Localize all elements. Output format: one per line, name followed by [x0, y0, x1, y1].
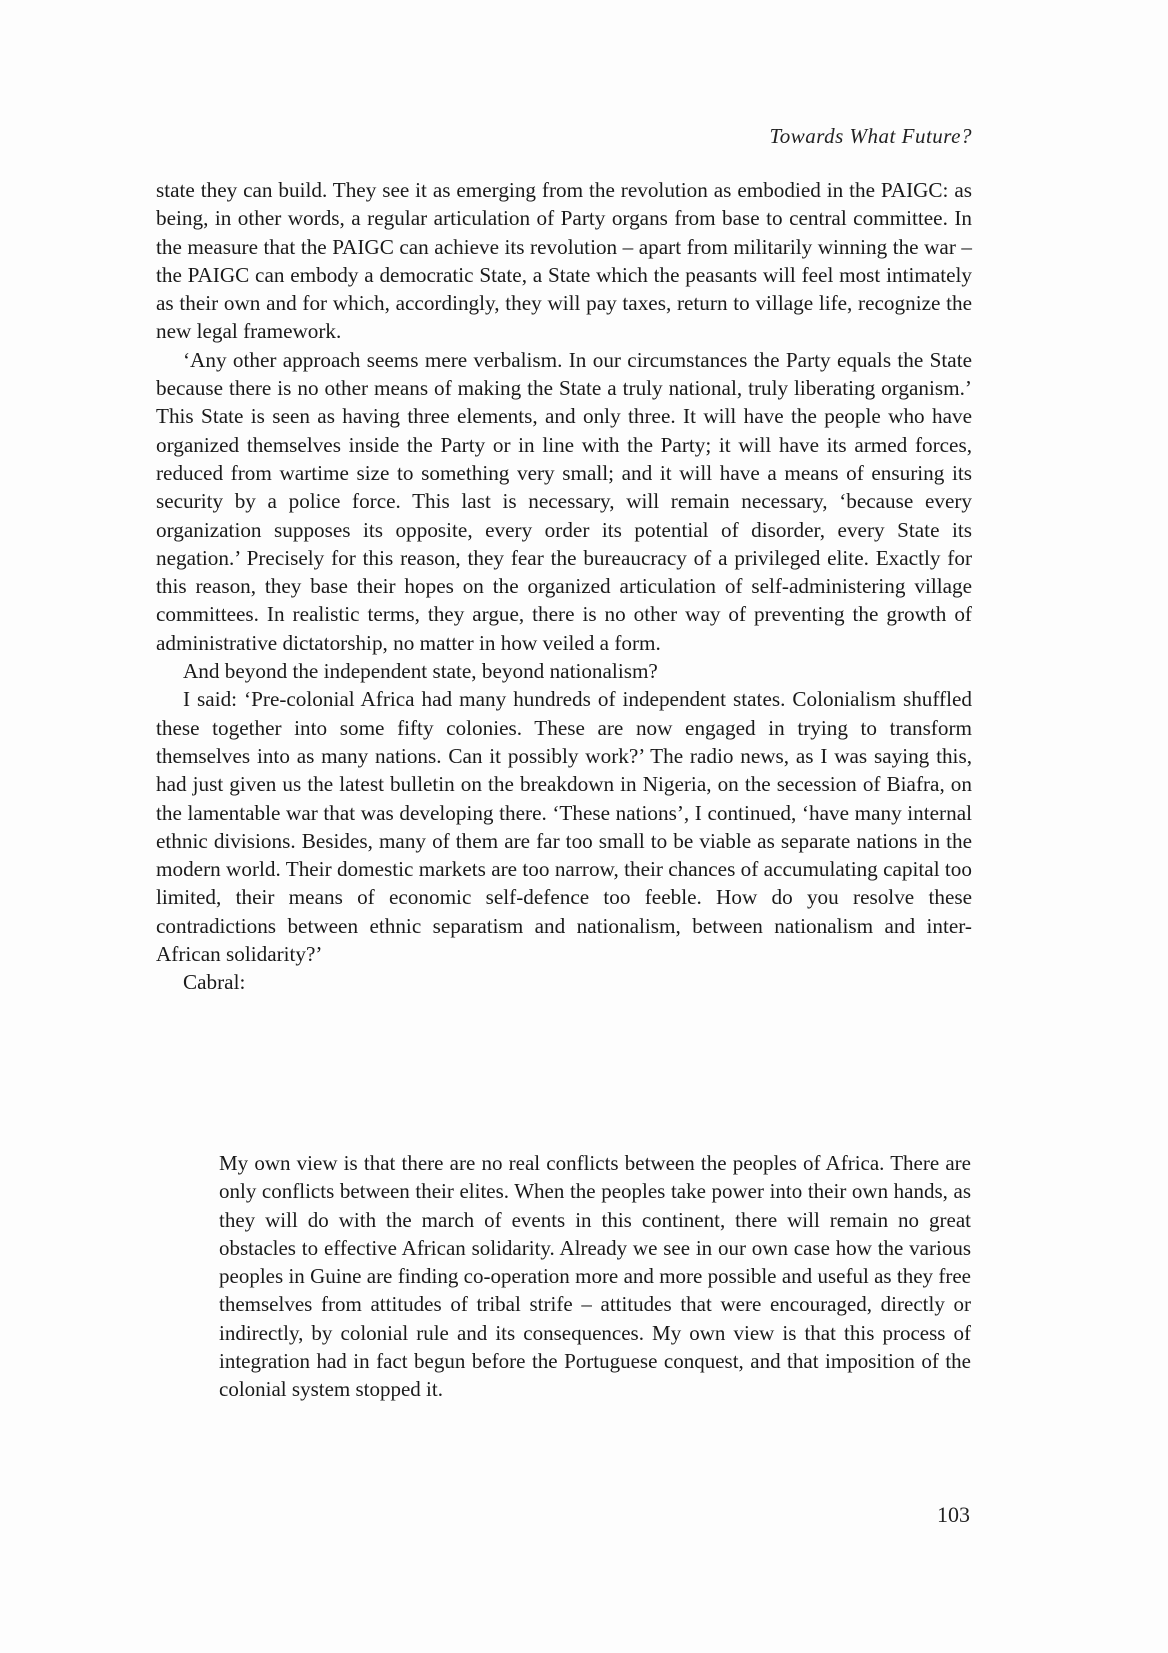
paragraph-4: I said: ‘Pre-colonial Africa had many hundreds of independent states. Colonialism shuffled these together into some fifty colonies. These are now engaged in trying to transform themselves into as many nations. Can it possibly work?’ The radio news, as I was saying this, had just given us the latest bulletin on the breakdown in Nigeria, on the secession of Biafra, on the lamentable war that was developing there. ‘These nations’, I continued, ‘have many internal ethnic divisions. Besides, many of them are far too small to be viable as separate nations in the modern world. Their domestic markets are too narrow, their chances of accumulating capital too limited, their means of economic self-defence too feeble. How do you resolve these contradictions between ethnic separatism and nationalism, between nationalism and inter-African solidarity?’ — [156, 687, 972, 967]
body-text — [156, 176, 972, 997]
block-quote: My own view is that there are no real conflicts between the peoples of Africa. There are only conflicts between their elites. When the peoples take power into their own hands, as they will do with the march of events in this continent, there will remain no great obstacles to effective African solidarity. Already we see in our own case how the various peoples in Guine are finding co-operation more and more possible and useful as they free themselves from attitudes of tribal strife – attitudes that were encouraged, directly or indirectly, by colonial rule and its consequences. My own view is that this process of integration had in fact begun before the Portuguese conquest, and that imposition of the colonial system stopped it. — [219, 1151, 971, 1402]
speaker-label: Cabral: — [183, 970, 246, 995]
running-head: Towards What Future? — [769, 124, 972, 148]
page-number: 103 — [937, 1502, 970, 1527]
paragraph-3: And beyond the independent state, beyond nationalism? — [183, 659, 658, 684]
paragraph-1: state they can build. They see it as emerging from the revolution as embodied in the PAIGC: as being, in other words, a regular articulation of Party organs from base to central committee. In the measure that the PAIGC can achieve its revolution – apart from militarily winning the war – the PAIGC can embody a democratic State, a State which the peasants will feel most intimately as their own and for which, accordingly, they will pay taxes, return to village life, recognize the new legal framework. — [156, 178, 972, 344]
paragraph-2: ‘Any other approach seems mere verbalism. In our circumstances the Party equals the State because there is no other means of making the State a truly national, truly liberating organism.’ This State is seen as having three elements, and only three. It will have the people who have organized themselves inside the Party or in line with the Party; it will have its armed forces, reduced from wartime size to something very small; and it will have a means of ensuring its security by a police force. This last is necessary, will remain necessary, ‘because every organization supposes its opposite, every order its potential of disorder, every State its negation.’ Precisely for this reason, they fear the bureaucracy of a privileged elite. Exactly for this reason, they base their hopes on the organized articulation of self-administering village committees. In realistic terms, they argue, there is no other way of preventing the growth of administrative dictatorship, no matter in how veiled a form. — [156, 347, 972, 655]
